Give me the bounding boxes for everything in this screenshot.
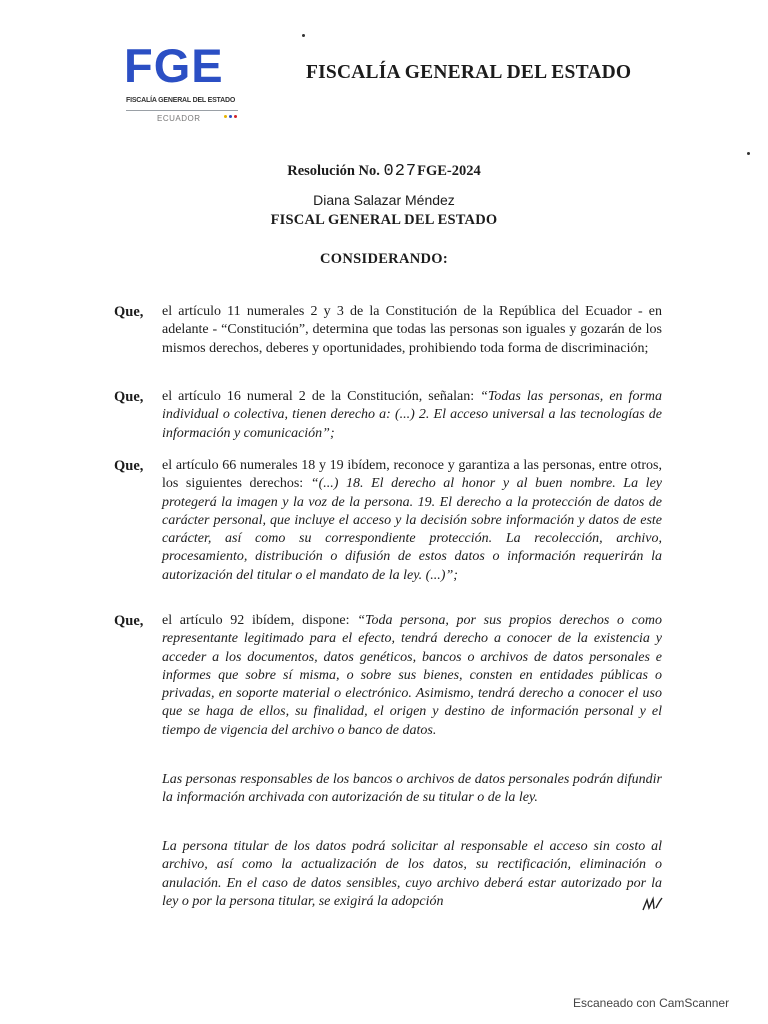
signature-initials	[642, 896, 666, 916]
author-name: Diana Salazar Méndez	[313, 192, 455, 208]
logo-divider	[126, 110, 238, 111]
logo-wordmark: FGE	[124, 39, 224, 92]
section-heading: CONSIDERANDO:	[320, 251, 448, 267]
clause-text: el artículo 11 numerales 2 y 3 de la Constitución de la República del Ecuador - en adelante - “Constitución”, determina que todas las personas son iguales y gozarán de los mismos derechos, deberes y oportunidades, prohibiendo toda forma de discriminación;	[162, 304, 662, 356]
clause-quote: “Todas las personas, en forma individual o colectiva, tienen derecho a: (...) 2. El acceso universal a las tecnologías de información y comunicación”;	[162, 389, 663, 441]
initials-mark	[642, 896, 666, 912]
clause-label: Que,	[114, 458, 144, 474]
clause-label: Que,	[114, 613, 144, 629]
clause-label: Que,	[114, 389, 144, 405]
clause	[114, 388, 662, 443]
clause-quote: “Toda persona, por sus propios derechos o como representante legitimado para el efecto, tendrá derecho a conocer de la existencia y acceder a los documentos, datos genéticos, bancos o archivos de datos personales e informes que sobre sí misma, o sobre sus bienes, consten en entidades públicas o privadas, en soporte material o electrónico. Asimismo, tendrá derecho a conocer el uso que se haga de ellos, su finalidad, el origen y destino de información personal y el tiempo de vigencia del archivo o banco de datos.	[162, 613, 663, 738]
clause-quote: “(...) 18. El derecho al honor y al buen nombre. La ley protegerá la imagen y la voz de la persona. 19. El derecho a la protección de datos de carácter personal, que incluye el acceso y la decisión sobre información y datos de este carácter, así como su correspondiente protección. La recolección, archivo, procesamiento, distribución o difusión de estos datos o información requerirán la autorización del titular o el mandato de la ley. (...)”;	[162, 476, 662, 583]
clause-text	[162, 388, 662, 443]
flag-dots-icon	[224, 105, 240, 109]
logo-subtitle: FISCALÍA GENERAL DEL ESTADO	[126, 97, 236, 104]
author-title: FISCAL GENERAL DEL ESTADO	[270, 212, 498, 228]
resolution-number: 027	[383, 162, 418, 181]
clause-text-plain: el artículo 92 ibídem, dispone:	[162, 613, 358, 628]
scan-speck	[302, 34, 305, 37]
resolution-prefix: Resolución No.	[287, 163, 380, 179]
resolution-suffix: FGE-2024	[417, 163, 481, 179]
quote-paragraph: Las personas responsables de los bancos o archivos de datos personales podrán difundir la información archivada con autorización de su titular o de la ley.	[162, 772, 662, 806]
clause	[114, 612, 662, 740]
logo-country: ECUADOR	[157, 114, 201, 123]
scanner-watermark: Escaneado con CamScanner	[573, 996, 730, 1010]
quote-paragraph: La persona titular de los datos podrá solicitar al responsable el acceso sin costo al archivo, así como la actualización de los datos, su rectificación, eliminación o anulación. En el caso de datos sensibles, cuyo archivo deberá estar autorizado por la ley o por la persona titular, se exigirá la adopción	[162, 839, 662, 909]
clause-text	[162, 612, 662, 740]
document-header-title: FISCALÍA GENERAL DEL ESTADO	[306, 62, 632, 83]
clause-text-plain: el artículo 16 numeral 2 de la Constitución, señalan:	[162, 389, 481, 404]
clause-text-plain: el artículo 66 numerales 18 y 19 ibídem, reconoce y garantiza a las personas, entre otros, los siguientes derechos:	[162, 458, 662, 492]
clause	[114, 457, 662, 585]
clause-label: Que,	[114, 304, 144, 320]
clause	[114, 303, 662, 358]
fge-logo	[124, 39, 244, 126]
clause-text	[162, 457, 662, 585]
resolution-line	[0, 162, 768, 181]
scan-speck	[747, 152, 750, 155]
